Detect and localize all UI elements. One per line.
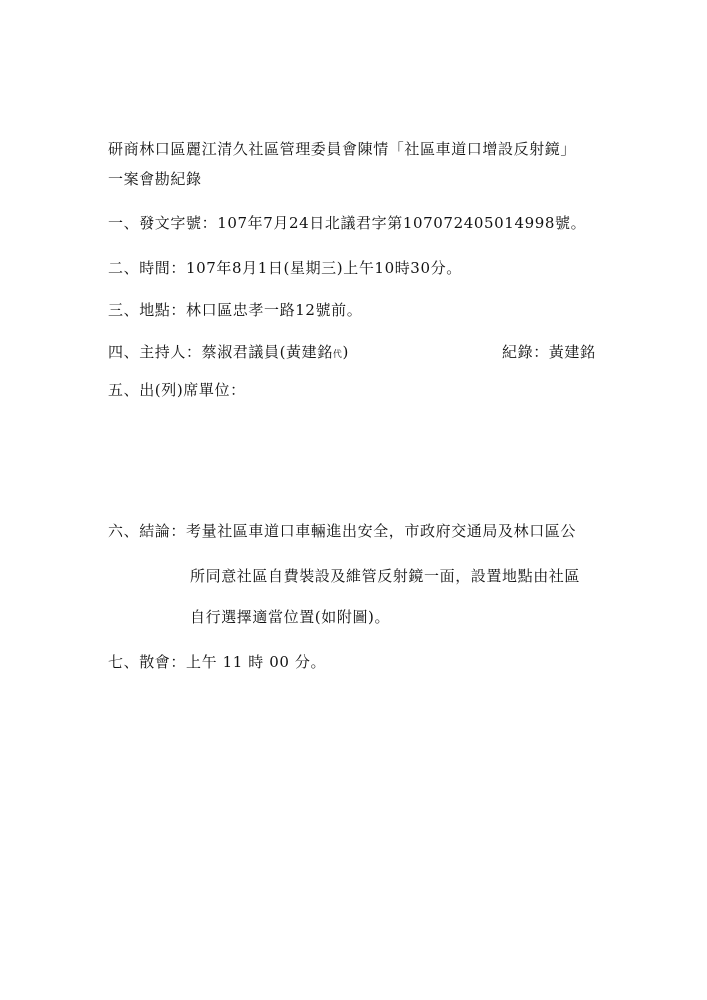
item-adjourn: 七、散會：上午 11 時 00 分。 xyxy=(108,653,327,671)
item-attendees: 五、出(列)席單位： xyxy=(108,381,246,399)
host-close: ) xyxy=(342,343,349,361)
item-conclusion-line-3: 自行選擇適當位置(如附圖)。 xyxy=(190,608,391,626)
item-conclusion-line-2: 所同意社區自費裝設及維管反射鏡一面，設置地點由社區 xyxy=(190,567,581,585)
host-text: 四、主持人：蔡淑君議員(黃建銘 xyxy=(108,343,333,361)
doc-title-line-1: 研商林口區麗江清久社區管理委員會陳情「社區車道口增設反射鏡」 xyxy=(108,140,577,158)
item-doc-number: 一、發文字號：107年7月24日北議君字第107072405014998號。 xyxy=(108,214,587,232)
item-conclusion-line-1: 六、結論：考量社區車道口車輛進出安全，市政府交通局及林口區公 xyxy=(108,522,577,540)
item-time: 二、時間：107年8月1日(星期三)上午10時30分。 xyxy=(108,259,462,277)
host-suffix: 代 xyxy=(332,350,343,360)
doc-title-line-2: 一案會勘紀錄 xyxy=(108,170,202,188)
item-recorder: 紀錄：黃建銘 xyxy=(502,343,596,361)
item-host xyxy=(108,341,349,362)
item-place: 三、地點：林口區忠孝一路12號前。 xyxy=(108,301,363,319)
